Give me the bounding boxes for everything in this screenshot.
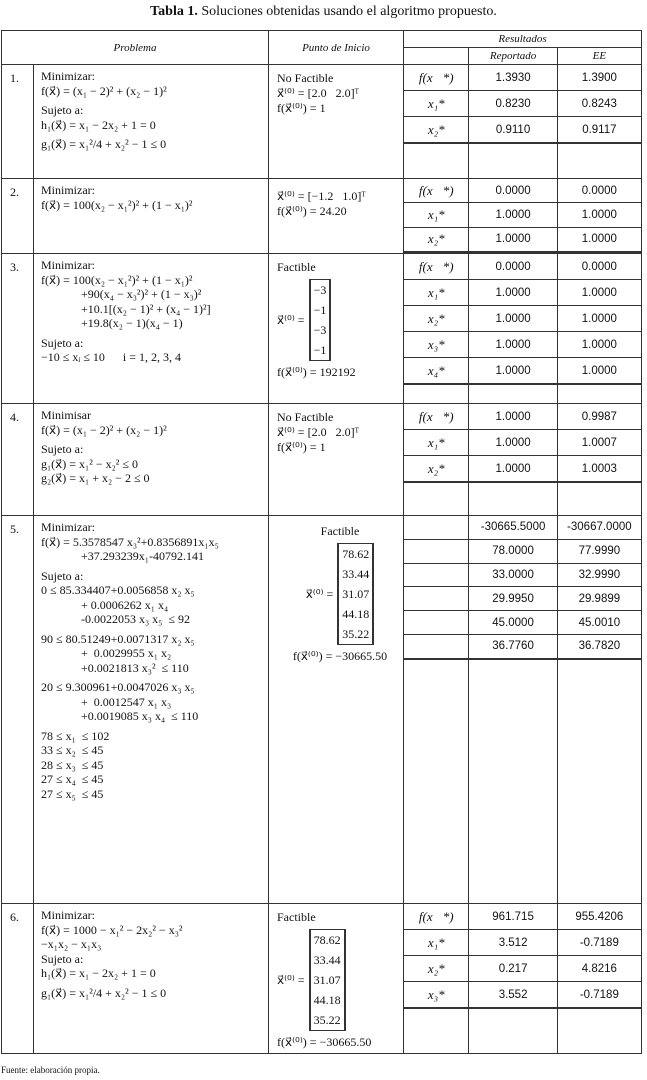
result-row bbox=[404, 456, 641, 482]
result-row bbox=[404, 982, 641, 1008]
start-line: x⃗⁽⁰⁾ = [2.0 2.0]ᵀ bbox=[277, 86, 359, 100]
results-cell bbox=[404, 404, 641, 515]
result-row bbox=[404, 540, 641, 564]
result-row bbox=[404, 516, 641, 540]
results-cell bbox=[404, 516, 641, 903]
vector-bracket bbox=[309, 279, 332, 361]
result-variable: x₃* bbox=[404, 982, 469, 1007]
result-variable: f(x⃗*) bbox=[404, 404, 469, 429]
table-row bbox=[2, 904, 641, 1054]
result-row bbox=[404, 254, 641, 280]
starting-point bbox=[269, 516, 404, 903]
problem-line: Sujeto a: bbox=[41, 442, 84, 456]
result-variable: x₁* bbox=[404, 203, 469, 226]
result-variable bbox=[404, 540, 469, 563]
problem-line: Minimizar: bbox=[41, 258, 95, 272]
result-reportado: -30665.5000 bbox=[469, 516, 557, 539]
problem-line: Minimizar: bbox=[41, 520, 95, 534]
result-row bbox=[404, 179, 641, 203]
result-reportado: 36.7760 bbox=[469, 635, 557, 658]
problem-number: 1. bbox=[2, 65, 34, 178]
problem-line: h₁(x⃗) = x₁ − 2x₂ + 1 = 0 bbox=[41, 117, 156, 132]
starting-point bbox=[269, 404, 404, 515]
results-cell bbox=[404, 65, 641, 178]
vector-symbol: x⃗⁽⁰⁾ = bbox=[305, 586, 334, 601]
results-cell bbox=[404, 904, 641, 1053]
start-objective: f(x⃗⁽⁰⁾) = −30665.50 bbox=[277, 1035, 372, 1049]
problem-line: -0.0022053 x₃ x₅ ≤ 92 bbox=[81, 612, 190, 626]
result-row bbox=[404, 306, 641, 332]
result-variable: f(x⃗*) bbox=[404, 65, 469, 90]
result-row bbox=[404, 587, 641, 611]
result-variable: x₃* bbox=[404, 332, 469, 357]
vector-entry: −3 bbox=[313, 283, 327, 297]
result-reportado: 29.9950 bbox=[469, 587, 557, 610]
result-reportado: 1.3930 bbox=[469, 65, 557, 90]
result-variable: x₂* bbox=[404, 228, 469, 251]
problem-statement bbox=[34, 516, 269, 903]
vector-entry: 78.62 bbox=[342, 547, 370, 561]
problem-line: +0.0021813 x₃² ≤ 110 bbox=[81, 660, 189, 675]
table-caption bbox=[0, 4, 647, 20]
result-reportado: 0.8230 bbox=[469, 91, 557, 116]
result-variable bbox=[404, 611, 469, 634]
start-line: Factible bbox=[277, 260, 316, 274]
result-reportado: 1.0000 bbox=[469, 430, 557, 455]
result-row bbox=[404, 228, 641, 252]
result-variable: x₂* bbox=[404, 956, 469, 981]
problem-line: +90(x₄ − x₃²)² + (1 − x₃)² bbox=[81, 287, 202, 301]
vector-entry: 44.18 bbox=[313, 993, 341, 1007]
result-variable bbox=[404, 635, 469, 658]
result-ee: 0.0000 bbox=[581, 260, 617, 273]
result-reportado: 1.0000 bbox=[469, 332, 557, 357]
problem-line: + 0.0012547 x₁ x₃ bbox=[81, 694, 172, 709]
problem-line: f(x⃗) = 1000 − x₁² − 2x₂² − x₃² bbox=[41, 922, 183, 937]
problem-line: f(x⃗) = (x₁ − 2)² + (x₂ − 1)² bbox=[41, 83, 167, 98]
table-header bbox=[2, 31, 641, 65]
result-reportado: 33.0000 bbox=[469, 564, 557, 587]
problem-number: 6. bbox=[2, 904, 34, 1053]
vector-bracket bbox=[337, 543, 374, 645]
vector-entry: 44.18 bbox=[342, 607, 370, 621]
start-objective: f(x⃗⁽⁰⁾) = 192192 bbox=[277, 365, 356, 379]
problem-line: Minimisar bbox=[41, 408, 91, 422]
problem-statement bbox=[34, 904, 269, 1053]
vector-entry: 33.44 bbox=[313, 953, 341, 967]
result-reportado: 3.552 bbox=[469, 982, 557, 1007]
caption-label: Tabla 1. bbox=[150, 4, 198, 19]
start-line: f(x⃗⁽⁰⁾) = 1 bbox=[277, 101, 326, 115]
problem-number: 4. bbox=[2, 404, 34, 515]
result-variable: f(x⃗*) bbox=[404, 179, 469, 202]
result-ee: 1.0000 bbox=[581, 338, 617, 351]
problem-line: Sujeto a: bbox=[41, 103, 84, 117]
result-ee: 77.9990 bbox=[578, 545, 621, 558]
result-reportado: 1.0000 bbox=[469, 306, 557, 331]
result-reportado: 78.0000 bbox=[469, 540, 557, 563]
result-variable: x₁* bbox=[404, 930, 469, 955]
problem-line: 20 ≤ 9.300961+0.0047026 x₃ x₅ bbox=[41, 680, 195, 694]
problem-line: Minimizar: bbox=[41, 908, 95, 922]
start-vector bbox=[277, 279, 403, 361]
starting-point bbox=[269, 179, 404, 253]
vector-entry: −3 bbox=[313, 323, 327, 337]
result-variable: f(x⃗*) bbox=[404, 904, 469, 929]
problem-line: 27 ≤ x₅ ≤ 45 bbox=[41, 786, 104, 801]
result-row bbox=[404, 280, 641, 306]
header-punto-inicio: Punto de Inicio bbox=[269, 31, 404, 64]
start-objective: f(x⃗⁽⁰⁾) = −30665.50 bbox=[292, 649, 388, 663]
result-variable bbox=[404, 587, 469, 610]
result-ee: 0.9117 bbox=[582, 123, 617, 136]
problem-line: f(x⃗) = 5.3578547 x₃²+0.8356891x₁x₅ bbox=[41, 534, 219, 549]
result-variable: x₁* bbox=[404, 430, 469, 455]
caption-text: Soluciones obtenidas usando el algoritmo propuesto. bbox=[197, 4, 497, 19]
problem-line: 90 ≤ 80.51249+0.0071317 x₂ x₅ bbox=[41, 631, 195, 646]
problem-line: +37.293239x₁-40792.141 bbox=[81, 549, 204, 563]
problem-number: 5. bbox=[2, 516, 34, 903]
problem-line: g₂(x⃗) = x₁ + x₂ − 2 ≤ 0 bbox=[41, 471, 150, 485]
starting-point bbox=[269, 254, 404, 403]
result-ee: 955.4206 bbox=[575, 910, 624, 923]
header-resultados bbox=[404, 31, 641, 64]
starting-point bbox=[269, 904, 404, 1053]
vector-bracket bbox=[309, 929, 346, 1031]
header-reportado: Reportado bbox=[469, 48, 557, 64]
result-variable: x₁* bbox=[404, 91, 469, 116]
result-ee: 36.7820 bbox=[578, 640, 621, 653]
start-vector bbox=[277, 929, 403, 1031]
result-reportado: 0.0000 bbox=[469, 179, 557, 202]
problem-line: + 0.0006262 x₁ x₄ bbox=[81, 597, 169, 612]
result-reportado: 0.9110 bbox=[469, 117, 557, 142]
result-reportado: 1.0000 bbox=[469, 456, 557, 481]
result-ee: 1.0003 bbox=[581, 462, 617, 475]
result-row bbox=[404, 117, 641, 143]
problem-number: 3. bbox=[2, 254, 34, 403]
result-row bbox=[404, 203, 641, 227]
result-row bbox=[404, 332, 641, 358]
result-ee: -30667.0000 bbox=[567, 521, 632, 534]
result-reportado: 45.0000 bbox=[469, 611, 557, 634]
problem-line: 27 ≤ x₄ ≤ 45 bbox=[41, 772, 104, 786]
result-ee: 1.0000 bbox=[581, 286, 617, 299]
problem-line: −x₁x₂ − x₁x₃ bbox=[41, 937, 102, 951]
results-cell bbox=[404, 179, 641, 253]
start-line: x⃗⁽⁰⁾ = [−1.2 1.0]ᵀ bbox=[277, 189, 366, 203]
result-reportado: 3.512 bbox=[469, 930, 557, 955]
problem-line: g₁(x⃗) = x₁² − x₂² ≤ 0 bbox=[41, 456, 138, 471]
result-ee: 1.3900 bbox=[581, 71, 617, 84]
result-row bbox=[404, 430, 641, 456]
vector-entry: 33.44 bbox=[342, 567, 370, 581]
vector-entry: 35.22 bbox=[313, 1013, 341, 1027]
result-ee: 1.0000 bbox=[581, 364, 617, 377]
problem-line: f(x⃗) = (x₁ − 2)² + (x₂ − 1)² bbox=[41, 422, 167, 437]
result-ee: 32.9990 bbox=[578, 568, 621, 581]
problem-line: Sujeto a: bbox=[41, 951, 84, 966]
table-row bbox=[2, 254, 641, 404]
results-cell bbox=[404, 254, 641, 403]
result-row bbox=[404, 611, 641, 635]
result-row bbox=[404, 91, 641, 117]
result-reportado: 0.217 bbox=[469, 956, 557, 981]
results-table bbox=[1, 30, 642, 1054]
result-reportado: 1.0000 bbox=[469, 404, 557, 429]
problem-line: + 0.0029955 x₁ x₂ bbox=[81, 646, 172, 660]
problem-line: f(x⃗) = 100(x₂ − x₁²)² + (1 − x₁)² bbox=[41, 272, 193, 287]
vector-entry: 31.07 bbox=[313, 973, 341, 987]
table-row bbox=[2, 65, 641, 179]
result-row bbox=[404, 635, 641, 659]
header-problema: Problema bbox=[2, 31, 269, 64]
problem-line: g₁(x⃗) = x₁²/4 + x₂² − 1 ≤ 0 bbox=[41, 985, 167, 1000]
problem-line: +10.1[(x₂ − 1)² + (x₄ − 1)²] bbox=[81, 301, 211, 316]
result-variable: x₁* bbox=[404, 280, 469, 305]
result-variable: x₂* bbox=[404, 117, 469, 142]
result-reportado: 1.0000 bbox=[469, 280, 557, 305]
problem-line: 33 ≤ x₂ ≤ 45 bbox=[41, 743, 104, 757]
starting-point bbox=[269, 65, 404, 178]
result-row bbox=[404, 65, 641, 91]
problem-line: Sujeto a: bbox=[41, 568, 84, 583]
start-line: f(x⃗⁽⁰⁾) = 24.20 bbox=[277, 204, 347, 218]
vector-symbol: x⃗⁽⁰⁾ = bbox=[277, 312, 305, 327]
table-row bbox=[2, 404, 641, 516]
problem-line: 0 ≤ 85.334407+0.0056858 x₂ x₅ bbox=[41, 583, 195, 597]
result-ee: -0.7189 bbox=[579, 936, 619, 949]
result-row bbox=[404, 956, 641, 982]
result-variable: x₄* bbox=[404, 358, 469, 383]
start-line: Factible bbox=[277, 910, 316, 924]
result-ee: 45.0010 bbox=[578, 616, 621, 629]
problem-line: h₁(x⃗) = x₁ − 2x₂ + 1 = 0 bbox=[41, 966, 156, 980]
problem-line: 78 ≤ x₁ ≤ 102 bbox=[41, 728, 110, 743]
problem-line: +0.0019085 x₃ x₄ ≤ 110 bbox=[81, 709, 199, 723]
problem-line: Sujeto a: bbox=[41, 335, 84, 350]
vector-entry: −1 bbox=[313, 343, 327, 357]
result-reportado: 0.0000 bbox=[469, 254, 557, 279]
result-variable: x₂* bbox=[404, 456, 469, 481]
start-vector bbox=[277, 543, 403, 645]
result-ee: 0.8243 bbox=[581, 97, 617, 110]
result-variable: x₂* bbox=[404, 306, 469, 331]
result-ee: 1.0007 bbox=[581, 436, 617, 449]
table-row bbox=[2, 179, 641, 254]
header-ee: EE bbox=[592, 50, 607, 62]
table-footnote: Fuente: elaboración propia. bbox=[1, 1065, 100, 1075]
result-row bbox=[404, 904, 641, 930]
result-ee: 0.9987 bbox=[581, 410, 617, 423]
vector-entry: 35.22 bbox=[342, 627, 370, 641]
vector-symbol: x⃗⁽⁰⁾ = bbox=[277, 972, 305, 987]
start-line: x⃗⁽⁰⁾ = [2.0 2.0]ᵀ bbox=[277, 425, 359, 439]
result-row bbox=[404, 564, 641, 588]
start-line: No Factible bbox=[277, 410, 334, 424]
start-line: Factible bbox=[320, 524, 360, 538]
problem-line: Minimizar: bbox=[41, 183, 95, 197]
start-line: No Factible bbox=[277, 71, 334, 85]
result-ee: 4.8216 bbox=[581, 962, 617, 975]
result-ee: 1.0000 bbox=[581, 208, 617, 221]
problem-number: 2. bbox=[2, 179, 34, 253]
result-reportado: 1.0000 bbox=[469, 228, 557, 251]
vector-entry: −1 bbox=[313, 303, 327, 317]
result-row bbox=[404, 404, 641, 430]
result-variable bbox=[404, 564, 469, 587]
problem-statement bbox=[34, 404, 269, 515]
result-reportado: 961.715 bbox=[469, 904, 557, 929]
result-variable bbox=[404, 516, 469, 539]
result-row bbox=[404, 358, 641, 384]
problem-line: g₁(x⃗) = x₁²/4 + x₂² − 1 ≤ 0 bbox=[41, 137, 167, 151]
result-ee: -0.7189 bbox=[579, 988, 619, 1001]
problem-statement bbox=[34, 254, 269, 403]
result-reportado: 1.0000 bbox=[469, 358, 557, 383]
result-ee: 1.0000 bbox=[581, 312, 617, 325]
problem-line: 28 ≤ x₃ ≤ 45 bbox=[41, 757, 104, 772]
vector-entry: 31.07 bbox=[342, 587, 370, 601]
problem-line: f(x⃗) = 100(x₂ − x₁²)² + (1 − x₁)² bbox=[41, 197, 193, 212]
problem-line: Minimizar: bbox=[41, 69, 95, 83]
result-ee: 1.0000 bbox=[581, 233, 617, 246]
result-ee: 29.9899 bbox=[578, 592, 621, 605]
result-variable: f(x⃗*) bbox=[404, 254, 469, 279]
start-line: f(x⃗⁽⁰⁾) = 1 bbox=[277, 440, 326, 454]
table-row bbox=[2, 516, 641, 904]
problem-statement bbox=[34, 65, 269, 178]
problem-line: −10 ≤ xᵢ ≤ 10 i = 1, 2, 3, 4 bbox=[41, 350, 182, 364]
result-row bbox=[404, 930, 641, 956]
result-reportado: 1.0000 bbox=[469, 203, 557, 226]
problem-line: +19.8(x₂ − 1)(x₄ − 1) bbox=[81, 316, 183, 330]
vector-entry: 78.62 bbox=[313, 933, 341, 947]
result-ee: 0.0000 bbox=[581, 184, 617, 197]
header-resultados-label: Resultados bbox=[404, 31, 641, 48]
problem-statement bbox=[34, 179, 269, 253]
